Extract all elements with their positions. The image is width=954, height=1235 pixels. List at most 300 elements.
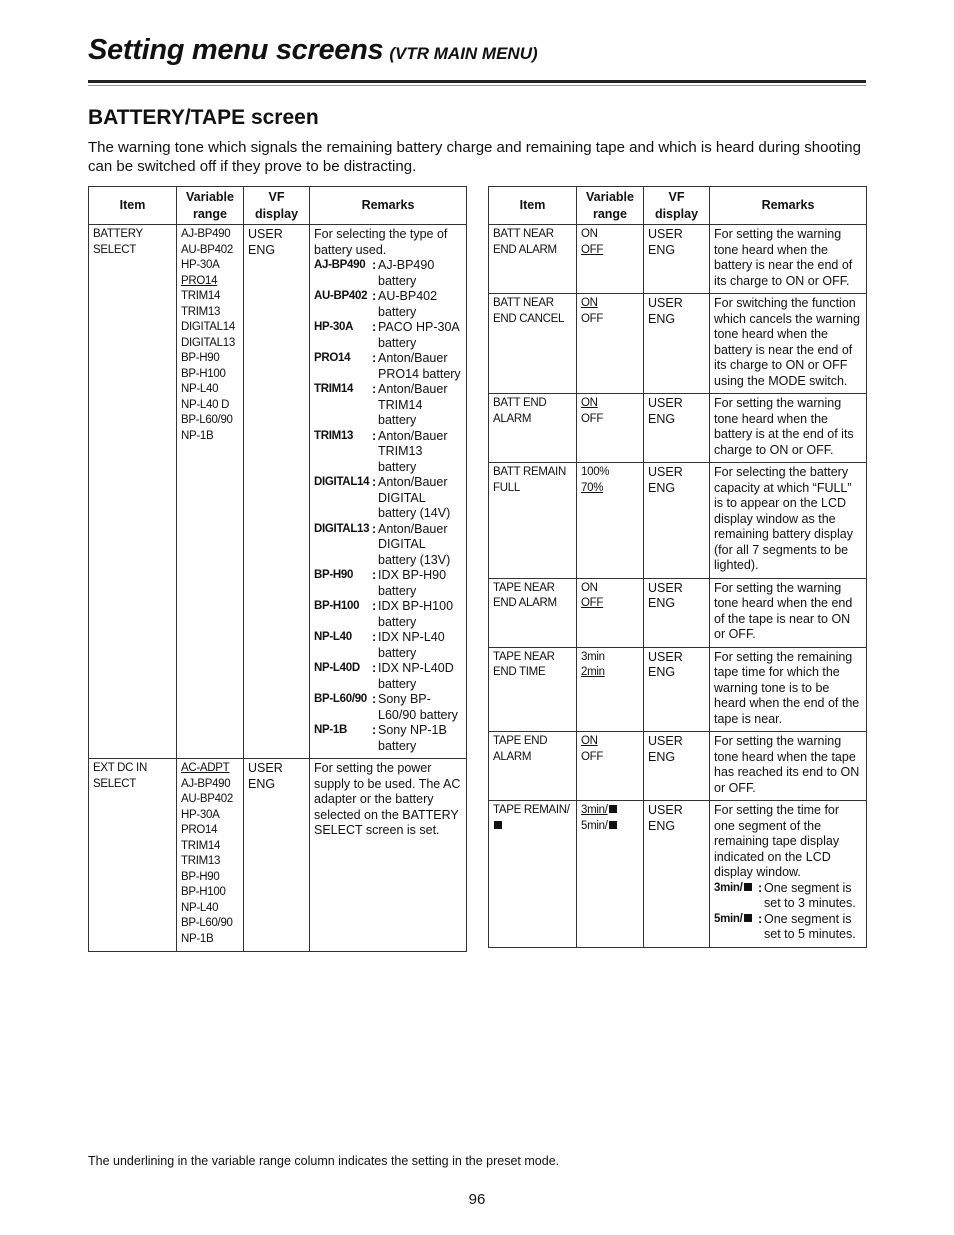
remark-key-text: 5min/: [714, 912, 743, 925]
range-option: [581, 243, 640, 259]
remarks-cell: [710, 294, 867, 394]
remark-key-text: PRO14: [314, 352, 351, 364]
footnote: The underlining in the variable range column indicates the setting in the preset mode.: [88, 1154, 560, 1168]
header-variable-range: Variable range: [577, 187, 644, 225]
range-option: [181, 243, 240, 259]
item-cell: [489, 394, 577, 463]
remarks-text: For selecting the battery capacity at which “FULL” is to appear on the LCD display window as the remaining battery display (for all 7 segments to be lighted).: [714, 465, 853, 572]
item-line: [93, 243, 173, 259]
vf-option: ENG: [648, 596, 676, 610]
remark-key: [314, 692, 372, 723]
range-option: [181, 761, 240, 777]
remarks-cell: [310, 759, 467, 952]
table-row: [489, 732, 867, 801]
range-option: [581, 665, 640, 681]
remark-key-text: NP-L40D: [314, 662, 360, 674]
remarks-cell: [710, 225, 867, 294]
range-option: [181, 792, 240, 808]
header-vf-display: VF display: [644, 187, 710, 225]
range-option: [581, 396, 640, 412]
range-option: [581, 734, 640, 750]
range-cell: [577, 578, 644, 647]
remark-key: [314, 382, 372, 429]
range-text: OFF: [581, 243, 604, 256]
item-text: END TIME: [493, 666, 546, 678]
range-option: [181, 398, 240, 414]
item-line: [493, 803, 573, 834]
remark-option: [314, 351, 463, 382]
range-text: AC-ADPT: [181, 762, 230, 774]
range-text: OFF: [581, 312, 604, 325]
range-cell: [177, 759, 244, 952]
vf-cell: [644, 394, 710, 463]
remarks-text: For setting the warning tone heard when the end of the tape is near to ON or OFF.: [714, 580, 853, 641]
vf-cell: [244, 225, 310, 759]
item-line: [493, 650, 573, 666]
range-text: BP-L60/90: [181, 917, 233, 929]
range-option: [581, 312, 640, 328]
range-text: DIGITAL13: [181, 336, 235, 349]
remark-colon: :: [372, 630, 377, 644]
vf-cell: [644, 732, 710, 801]
item-cell: [489, 225, 577, 294]
item-text: BATT NEAR: [493, 297, 554, 309]
item-text: EXT DC IN: [93, 762, 147, 774]
vf-cell: [644, 225, 710, 294]
remark-desc: Anton/Bauer TRIM13 battery: [378, 428, 448, 474]
remarks-cell: [710, 463, 867, 579]
range-text: ON: [581, 228, 598, 240]
item-text: ALARM: [493, 412, 532, 425]
remark-key: [314, 599, 372, 630]
remark-key-text: TRIM14: [314, 383, 354, 395]
remark-colon: :: [372, 723, 377, 737]
range-cell: [577, 394, 644, 463]
item-text: END CANCEL: [493, 312, 565, 325]
range-option: [581, 296, 640, 312]
remark-option: [314, 630, 463, 661]
item-text: SELECT: [93, 243, 136, 256]
item-line: [493, 396, 573, 412]
remark-option: [314, 258, 463, 289]
table-row: [489, 578, 867, 647]
range-text: HP-30A: [181, 259, 220, 271]
table-row: [89, 759, 467, 952]
remark-key-text: HP-30A: [314, 321, 354, 333]
range-option: [181, 351, 240, 367]
remark-key: [314, 320, 372, 351]
remark-colon: :: [372, 428, 377, 443]
item-line: [93, 227, 173, 243]
range-text: ON: [581, 581, 598, 594]
range-text: ON: [581, 297, 598, 309]
range-text: BP-L60/90: [181, 414, 233, 426]
item-line: [493, 581, 573, 597]
segment-square-icon: [744, 883, 752, 891]
item-text: BATT REMAIN: [493, 466, 566, 478]
range-option: [581, 412, 640, 428]
item-text: TAPE NEAR: [493, 581, 555, 594]
remark-key: [314, 351, 372, 382]
table-row: [489, 647, 867, 732]
remark-key-text: NP-L40: [314, 631, 352, 643]
remarks-cell: [710, 801, 867, 948]
remark-colon: :: [372, 320, 377, 334]
remark-key: [714, 912, 758, 943]
vf-option: USER: [648, 227, 683, 241]
remarks-text: For setting the power supply to be used. The AC adapter or the battery selected on the BATTERY SELECT screen is set.: [314, 761, 461, 837]
remark-option: [314, 382, 463, 429]
remark-colon: :: [372, 599, 377, 613]
range-text: 3min/: [581, 804, 608, 816]
range-text: AU-BP402: [181, 793, 233, 805]
range-option: [181, 808, 240, 824]
remarks-text: For setting the time for one segment of the remaining tape display indicated on the LCD display window.: [714, 803, 840, 879]
range-option: [181, 777, 240, 793]
remark-key: [314, 475, 372, 522]
remarks-text: For setting the warning tone heard when the battery is at the end of its charge to ON or OFF.: [714, 396, 854, 457]
left-settings-table: [88, 186, 467, 952]
item-cell: [489, 732, 577, 801]
vf-option: ENG: [648, 480, 676, 495]
remarks-text: For setting the warning tone heard when the battery is near the end of its charge to ON or OFF.: [714, 227, 853, 288]
remark-key: [714, 881, 758, 912]
vf-option: ENG: [648, 311, 676, 326]
remark-key: [314, 568, 372, 599]
remark-key: [314, 429, 372, 476]
vf-option: ENG: [648, 818, 676, 833]
range-text: NP-L40 D: [181, 398, 230, 411]
vf-option: USER: [648, 803, 683, 817]
remark-key: [314, 522, 372, 569]
range-text: BP-H100: [181, 886, 226, 898]
vf-option: ENG: [248, 242, 276, 257]
range-option: [581, 227, 640, 243]
remark-option: [314, 522, 463, 569]
remark-colon: :: [372, 661, 377, 675]
remark-desc: AU-BP402 battery: [378, 289, 438, 319]
remark-option: [314, 661, 463, 692]
remark-key-text: TRIM13: [314, 429, 354, 442]
range-text: AJ-BP490: [181, 777, 231, 790]
vf-cell: [644, 801, 710, 948]
remark-colon: :: [758, 880, 763, 895]
remark-key-text: DIGITAL13: [314, 522, 370, 535]
range-option: [181, 382, 240, 398]
remark-colon: :: [372, 521, 377, 536]
page-title: [88, 34, 538, 67]
range-text: NP-1B: [181, 429, 214, 442]
remark-option: [314, 289, 463, 320]
item-line: [493, 312, 573, 328]
remark-desc: One segment is set to 5 minutes.: [764, 911, 856, 941]
range-option: [181, 320, 240, 336]
range-option: [181, 305, 240, 321]
range-text: ON: [581, 397, 598, 409]
remark-desc: AJ-BP490 battery: [378, 258, 435, 288]
range-option: [181, 227, 240, 243]
remark-desc: Anton/Bauer TRIM14 battery: [378, 382, 448, 427]
item-text: ALARM: [493, 750, 532, 763]
range-text: BP-H90: [181, 870, 220, 883]
vf-option: USER: [648, 580, 683, 595]
title-rule: [88, 80, 866, 83]
segment-square-icon: [609, 821, 617, 829]
item-text: BATT NEAR: [493, 228, 554, 240]
item-line: [93, 761, 173, 777]
item-text: END ALARM: [493, 597, 557, 609]
vf-option: ENG: [648, 411, 676, 426]
remarks-text: For selecting the type of battery used.: [314, 227, 448, 257]
remark-desc: Anton/Bauer PRO14 battery: [378, 351, 461, 381]
remark-key-text: AU-BP402: [314, 290, 368, 302]
item-line: [493, 665, 573, 681]
remark-desc: One segment is set to 3 minutes.: [764, 880, 856, 910]
item-line: [93, 777, 173, 793]
header-vf-display: VF display: [244, 187, 310, 225]
table-row: [489, 294, 867, 394]
remark-option: [314, 568, 463, 599]
range-text: 70%: [581, 481, 604, 494]
range-cell: [577, 801, 644, 948]
item-line: [493, 596, 573, 612]
header-remarks: Remarks: [310, 187, 467, 225]
remark-key-text: NP-1B: [314, 724, 348, 736]
remark-option: [314, 429, 463, 476]
range-cell: [577, 294, 644, 394]
item-cell: [489, 647, 577, 732]
table-row: [89, 225, 467, 759]
remark-key-text: 3min/: [714, 881, 743, 894]
range-option: [181, 916, 240, 932]
range-option: [581, 581, 640, 597]
range-text: NP-L40: [181, 901, 219, 914]
item-cell: [89, 759, 177, 952]
range-text: PRO14: [181, 274, 218, 287]
remark-key-text: AJ-BP490: [314, 259, 366, 271]
segment-square-icon: [744, 914, 752, 922]
remark-desc: Anton/Bauer DIGITAL battery (14V): [378, 475, 451, 520]
remark-desc: IDX NP-L40 battery: [378, 630, 445, 660]
range-option: [181, 367, 240, 383]
range-option: [181, 839, 240, 855]
range-option: [181, 336, 240, 352]
remark-option: [314, 723, 463, 754]
segment-square-icon: [609, 805, 617, 813]
remarks-text: For switching the function which cancels the warning tone heard when the battery is near the end of its charge to ON or OFF using the MODE switch.: [714, 296, 860, 388]
vf-option: ENG: [648, 749, 676, 764]
range-option: [581, 465, 640, 481]
remark-option: [714, 881, 863, 912]
item-text: END ALARM: [493, 243, 557, 256]
item-line: [493, 412, 573, 428]
remark-desc: PACO HP-30A battery: [378, 320, 460, 350]
range-option: [581, 803, 640, 819]
range-option: [181, 870, 240, 886]
remark-colon: :: [372, 351, 377, 365]
remarks-cell: [710, 732, 867, 801]
range-option: [181, 932, 240, 948]
remarks-cell: [710, 647, 867, 732]
vf-option: USER: [648, 649, 683, 664]
item-text: BATTERY: [93, 228, 143, 240]
range-text: TRIM13: [181, 305, 221, 318]
remark-key: [314, 289, 372, 320]
page-number: 96: [468, 1191, 486, 1208]
remark-option: [314, 475, 463, 522]
remark-desc: IDX NP-L40D battery: [378, 661, 454, 691]
remarks-cell: [310, 225, 467, 759]
remark-key: [314, 723, 372, 754]
vf-cell: [644, 647, 710, 732]
remark-option: [714, 912, 863, 943]
remark-desc: Sony NP-1B battery: [378, 723, 447, 753]
range-option: [181, 885, 240, 901]
remark-key-text: BP-H90: [314, 569, 354, 581]
range-text: OFF: [581, 597, 604, 609]
vf-cell: [644, 294, 710, 394]
remark-key-text: BP-L60/90: [314, 693, 367, 705]
range-text: TRIM14: [181, 839, 221, 852]
title-rule-thin: [88, 85, 866, 86]
vf-option: USER: [248, 761, 283, 775]
range-cell: [577, 225, 644, 294]
remark-key-text: BP-H100: [314, 600, 360, 612]
range-option: [581, 596, 640, 612]
range-option: [181, 901, 240, 917]
header-item: Item: [89, 187, 177, 225]
header-item: Item: [489, 187, 577, 225]
range-text: OFF: [581, 750, 604, 763]
table-row: [489, 801, 867, 948]
range-text: HP-30A: [181, 808, 220, 821]
range-text: TRIM14: [181, 290, 221, 302]
range-option: [581, 481, 640, 497]
range-text: BP-H100: [181, 367, 226, 380]
item-text: SELECT: [93, 777, 136, 790]
range-option: [181, 413, 240, 429]
vf-cell: [644, 578, 710, 647]
range-text: 5min/: [581, 819, 608, 832]
item-line: [493, 481, 573, 497]
remark-colon: :: [372, 568, 377, 582]
range-cell: [577, 463, 644, 579]
item-line: [493, 734, 573, 750]
vf-option: ENG: [648, 665, 676, 679]
range-text: AJ-BP490: [181, 228, 231, 240]
vf-option: USER: [648, 465, 683, 479]
range-option: [181, 289, 240, 305]
item-text: TAPE REMAIN/: [493, 804, 570, 816]
remark-colon: :: [372, 475, 377, 489]
remarks-text: For setting the warning tone heard when the tape has reached its end to ON or OFF.: [714, 734, 860, 795]
remark-colon: :: [372, 382, 377, 396]
vf-option: USER: [648, 396, 683, 410]
right-settings-table: [488, 186, 867, 948]
item-text: FULL: [493, 481, 520, 494]
range-cell: [577, 732, 644, 801]
range-cell: [177, 225, 244, 759]
remark-desc: IDX BP-H90 battery: [378, 568, 447, 598]
item-cell: [489, 294, 577, 394]
item-cell: [489, 463, 577, 579]
table-row: [489, 394, 867, 463]
remark-desc: IDX BP-H100 battery: [378, 599, 454, 629]
remark-option: [314, 320, 463, 351]
vf-option: ENG: [648, 242, 676, 257]
item-text: TAPE END: [493, 735, 548, 747]
remarks-text: For setting the remaining tape time for which the warning tone is to be heard when the end of the tape is near.: [714, 649, 860, 726]
remark-key: [314, 258, 372, 289]
page-title-main: Setting menu screens: [88, 34, 384, 66]
vf-option: USER: [648, 296, 683, 310]
range-text: 100%: [581, 466, 610, 478]
range-option: [181, 823, 240, 839]
range-option: [181, 429, 240, 445]
range-text: ON: [581, 735, 598, 747]
item-line: [493, 465, 573, 481]
vf-option: ENG: [248, 776, 276, 791]
remark-option: [314, 599, 463, 630]
range-option: [581, 750, 640, 766]
vf-cell: [644, 463, 710, 579]
range-text: BP-H90: [181, 352, 220, 364]
segment-square-icon: [494, 821, 502, 829]
range-cell: [577, 647, 644, 732]
range-text: NP-L40: [181, 383, 219, 395]
remark-colon: :: [372, 289, 377, 303]
item-text: BATT END: [493, 397, 547, 409]
header-variable-range: Variable range: [177, 187, 244, 225]
remark-desc: Anton/Bauer DIGITAL battery (13V): [378, 521, 451, 567]
section-heading: BATTERY/TAPE screen: [88, 106, 319, 129]
range-option: [581, 650, 640, 666]
range-option: [581, 819, 640, 835]
item-line: [493, 750, 573, 766]
vf-cell: [244, 759, 310, 952]
item-cell: [89, 225, 177, 759]
remark-colon: :: [372, 692, 377, 706]
item-line: [493, 243, 573, 259]
range-text: TRIM13: [181, 855, 221, 867]
remark-colon: :: [758, 911, 763, 926]
page-title-sub: (VTR MAIN MENU): [389, 44, 538, 63]
remark-key: [314, 630, 372, 661]
table-row: [489, 225, 867, 294]
remark-option: [314, 692, 463, 723]
remark-key-text: DIGITAL14: [314, 476, 370, 488]
range-text: 3min: [581, 650, 605, 663]
range-text: DIGITAL14: [181, 321, 235, 333]
range-option: [181, 854, 240, 870]
section-intro: The warning tone which signals the remaining battery charge and remaining tape and which is heard during shooting can be switched off if they prove to be distracting.: [88, 139, 861, 175]
item-text: TAPE NEAR: [493, 650, 555, 663]
range-text: AU-BP402: [181, 243, 233, 256]
remark-key: [314, 661, 372, 692]
vf-option: USER: [648, 734, 683, 748]
range-text: 2min: [581, 666, 605, 678]
range-text: NP-1B: [181, 932, 214, 945]
range-text: PRO14: [181, 824, 218, 836]
item-cell: [489, 801, 577, 948]
remark-desc: Sony BP-L60/90 battery: [378, 692, 458, 722]
item-line: [493, 296, 573, 312]
range-option: [181, 274, 240, 290]
range-text: OFF: [581, 412, 604, 425]
remark-colon: :: [372, 258, 377, 272]
header-remarks: Remarks: [710, 187, 867, 225]
remarks-cell: [710, 394, 867, 463]
